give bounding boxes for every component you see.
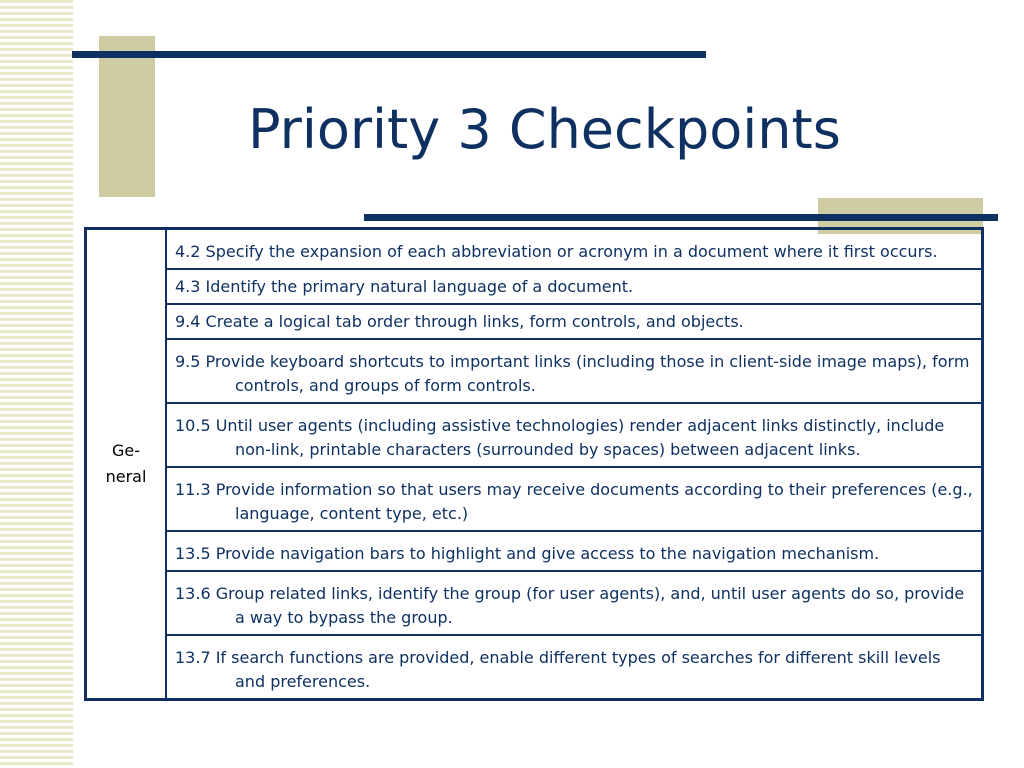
table-row bbox=[86, 269, 983, 304]
slide-title: Priority 3 Checkpoints bbox=[248, 98, 841, 161]
checkpoint-item: 13.7 If search functions are provided, enable different types of searches for different skill levels and preferences. bbox=[166, 635, 983, 700]
checkpoint-item: 9.5 Provide keyboard shortcuts to important links (including those in client-side image maps), form controls, and groups of form controls. bbox=[166, 339, 983, 403]
category-label-line1: Ge- bbox=[111, 441, 140, 460]
checkpoint-item: 13.6 Group related links, identify the group (for user agents), and, until user agents do so, provide a way to bypass the group. bbox=[166, 571, 983, 635]
table-row bbox=[86, 403, 983, 467]
table-row bbox=[86, 635, 983, 700]
decorative-tan-block-top bbox=[99, 36, 155, 197]
category-cell bbox=[86, 229, 167, 700]
table-row bbox=[86, 467, 983, 531]
checkpoint-item: 10.5 Until user agents (including assistive technologies) render adjacent links distinctly, include non-link, printable characters (surrounded by spaces) between adjacent links. bbox=[166, 403, 983, 467]
table-row bbox=[86, 229, 983, 270]
decorative-rule-middle bbox=[364, 214, 998, 221]
checkpoint-item: 11.3 Provide information so that users may receive documents according to their preferences (e.g., language, content type, etc.) bbox=[166, 467, 983, 531]
table-row bbox=[86, 339, 983, 403]
table-row bbox=[86, 571, 983, 635]
checkpoint-item: 4.2 Specify the expansion of each abbreviation or acronym in a document where it first occurs. bbox=[166, 229, 983, 270]
decorative-rule-top bbox=[72, 51, 706, 58]
checkpoints-table bbox=[84, 227, 984, 701]
decorative-stripes bbox=[0, 0, 73, 768]
table-row bbox=[86, 531, 983, 571]
category-label-line2: neral bbox=[105, 467, 147, 486]
table-row bbox=[86, 304, 983, 339]
checkpoint-item: 9.4 Create a logical tab order through links, form controls, and objects. bbox=[166, 304, 983, 339]
checkpoint-item: 4.3 Identify the primary natural language of a document. bbox=[166, 269, 983, 304]
checkpoint-item: 13.5 Provide navigation bars to highlight and give access to the navigation mechanism. bbox=[166, 531, 983, 571]
